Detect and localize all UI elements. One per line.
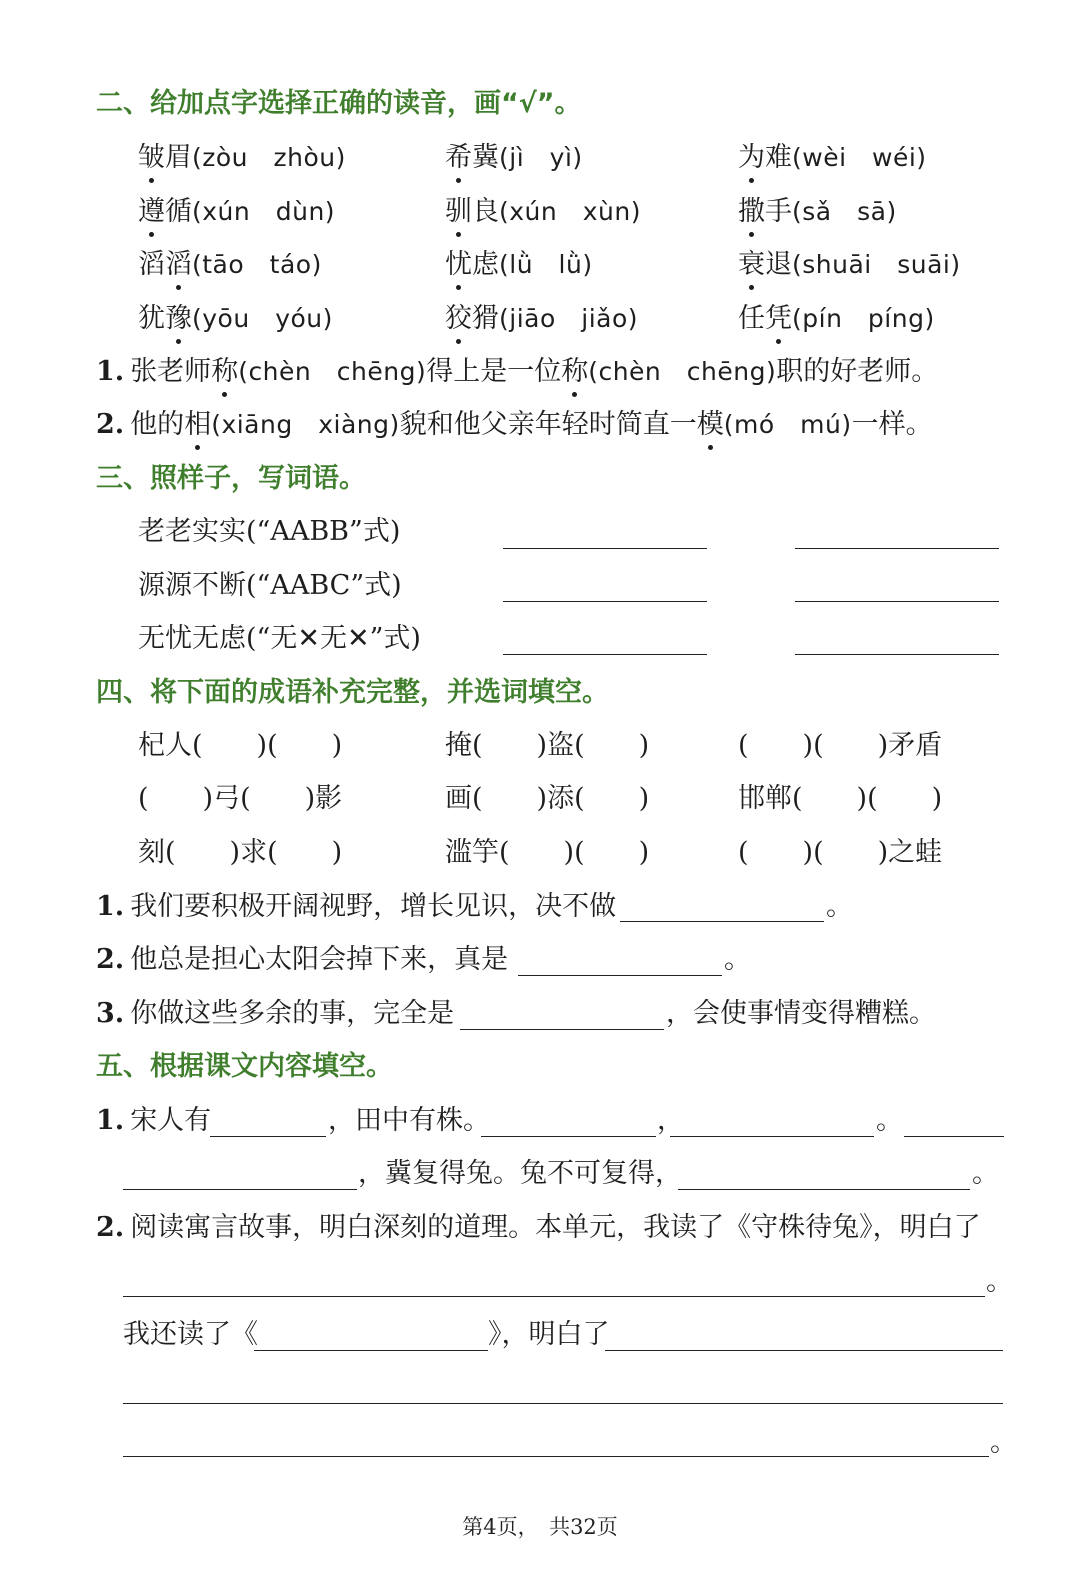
sentence-2: [96, 407, 933, 443]
page-number: 第4页， 共32页: [462, 1515, 618, 1539]
pronunciation-item: [138, 247, 322, 283]
idiom-item[interactable]: 杞人( )( ): [138, 730, 343, 761]
comma: ，: [657, 1105, 684, 1136]
pattern-example-1: 老老实实(“AABB”式): [138, 516, 401, 547]
pronunciation-item: [445, 194, 641, 230]
dotted-char: 称: [211, 354, 238, 390]
question-text: 我们要积极开阔视野，增长见识，决不做: [130, 891, 617, 922]
question-text: 他总是担心太阳会掉下来，真是: [130, 944, 509, 975]
answer-blank[interactable]: [254, 1350, 488, 1351]
idiom-item[interactable]: 画( )添( ): [445, 783, 650, 814]
word-char: 良: [472, 196, 499, 227]
dotted-char: 撒: [738, 194, 765, 230]
pinyin-options: (wèi wéi): [792, 143, 927, 172]
answer-blank[interactable]: [605, 1350, 1003, 1351]
question-number: 2.: [96, 944, 125, 975]
question-text: ，会使事情变得糟糕。: [666, 998, 936, 1029]
answer-blank[interactable]: [795, 548, 999, 549]
period: 。: [986, 1266, 1013, 1297]
pinyin-options: (jì yì): [499, 143, 583, 172]
question-text: ，冀复得兔。兔不可复得，: [358, 1158, 682, 1189]
sentence-text: 张老师: [130, 356, 212, 387]
word-char: 任: [738, 303, 765, 334]
idiom-item[interactable]: 邯郸( )( ): [738, 783, 943, 814]
question-text: 你做这些多余的事，完全是: [130, 998, 455, 1029]
dotted-char: 希: [445, 140, 472, 176]
pinyin-options: (xiāng xiàng): [211, 410, 400, 439]
word-char: 难: [765, 142, 792, 173]
idiom-item[interactable]: ( )( )矛盾: [738, 730, 943, 761]
fill-question-3: [96, 996, 454, 1032]
question-number: 1.: [96, 891, 125, 922]
dotted-char: 忧: [445, 247, 472, 283]
pronunciation-item: [445, 301, 638, 337]
question-number: 1.: [96, 1105, 125, 1136]
dotted-char: 凭: [765, 301, 792, 337]
pronunciation-item: [445, 247, 593, 283]
dotted-char: 为: [738, 140, 765, 176]
idiom-item[interactable]: 掩( )盗( ): [445, 730, 650, 761]
recite-question-2: [96, 1210, 981, 1246]
answer-blank[interactable]: [795, 654, 999, 655]
word-char: 循: [165, 196, 192, 227]
sentence-number: 1.: [96, 356, 125, 387]
sentence-1: [96, 354, 938, 390]
pinyin-options: (yōu yóu): [192, 304, 333, 333]
dotted-char: 相: [184, 407, 211, 443]
pinyin-options: (chèn chēng): [238, 357, 427, 386]
word-char: 虑: [472, 249, 499, 280]
pinyin-options: (pín píng): [792, 304, 935, 333]
answer-blank[interactable]: [503, 601, 707, 602]
recite-question-1: [96, 1103, 211, 1139]
period: 。: [972, 1158, 999, 1189]
answer-blank[interactable]: [210, 1136, 326, 1137]
word-char: 退: [765, 249, 792, 280]
dotted-char: 狡: [445, 301, 472, 337]
pronunciation-item: [138, 140, 346, 176]
pinyin-options: (sǎ sā): [792, 197, 897, 226]
section-4-title: 四、将下面的成语补充完整，并选词填空。: [96, 677, 609, 708]
period: 。: [876, 1105, 903, 1136]
answer-blank[interactable]: [670, 1136, 874, 1137]
answer-blank[interactable]: [795, 601, 999, 602]
fill-question-2: [96, 942, 508, 978]
sentence-number: 2.: [96, 409, 125, 440]
period: 。: [990, 1427, 1017, 1458]
pinyin-options: (zòu zhòu): [192, 143, 346, 172]
dotted-char: 模: [697, 407, 724, 443]
dotted-char: 遵: [138, 194, 165, 230]
pronunciation-item: [738, 194, 897, 230]
word-char: 猾: [472, 303, 499, 334]
answer-blank[interactable]: [503, 654, 707, 655]
question-text: ，田中有株。: [328, 1105, 490, 1136]
pronunciation-item: [738, 140, 927, 176]
idiom-item[interactable]: ( )( )之蛙: [738, 837, 943, 868]
word-char: 犹: [138, 303, 165, 334]
answer-blank[interactable]: [123, 1189, 357, 1190]
answer-blank[interactable]: [123, 1403, 1003, 1404]
pinyin-options: (xún dùn): [192, 197, 336, 226]
sentence-text: 职的好老师。: [776, 356, 939, 387]
question-text: 》，明白了: [488, 1319, 610, 1350]
pinyin-options: (lǜ lǜ): [499, 250, 593, 279]
question-text: 我还读了《: [123, 1319, 258, 1350]
pinyin-options: (mó mú): [723, 410, 852, 439]
section-2-title: 二、给加点字选择正确的读音，画“√”。: [96, 88, 582, 119]
pinyin-options: (jiāo jiǎo): [499, 304, 639, 333]
pronunciation-item: [445, 140, 583, 176]
fill-question-1: [96, 889, 616, 925]
idiom-item[interactable]: 刻( )求( ): [138, 837, 343, 868]
question-text: 宋人有: [130, 1105, 212, 1136]
pattern-example-2: 源源不断(“AABC”式): [138, 570, 402, 601]
pinyin-options: (tāo táo): [192, 250, 322, 279]
answer-blank[interactable]: [503, 548, 707, 549]
answer-blank[interactable]: [678, 1189, 970, 1190]
period: 。: [826, 891, 853, 922]
word-char: 冀: [472, 142, 499, 173]
answer-blank[interactable]: [904, 1136, 1004, 1137]
dotted-char: 皱: [138, 140, 165, 176]
question-number: 3.: [96, 998, 125, 1029]
answer-blank[interactable]: [123, 1296, 985, 1297]
word-char: 手: [765, 196, 792, 227]
word-char: 滔: [138, 249, 165, 280]
answer-blank[interactable]: [518, 975, 722, 976]
sentence-text: 得上是一位: [426, 356, 562, 387]
pronunciation-item: [738, 301, 935, 337]
sentence-text: 貌和他父亲年轻时简直一: [399, 409, 697, 440]
pattern-example-3: 无忧无虑(“无✕无✕”式): [138, 623, 421, 654]
dotted-char: 驯: [445, 194, 472, 230]
dotted-char: 衰: [738, 247, 765, 283]
idiom-item[interactable]: ( )弓( )影: [138, 783, 343, 814]
dotted-char: 滔: [165, 247, 192, 283]
sentence-text: 一样。: [851, 409, 933, 440]
answer-blank[interactable]: [460, 1029, 664, 1030]
pronunciation-item: [738, 247, 961, 283]
question-number: 2.: [96, 1212, 125, 1243]
pronunciation-item: [138, 194, 335, 230]
answer-blank[interactable]: [123, 1456, 989, 1457]
dotted-char: 豫: [165, 301, 192, 337]
pinyin-options: (chèn chēng): [588, 357, 777, 386]
section-3-title: 三、照样子，写词语。: [96, 463, 366, 494]
pronunciation-item: [138, 301, 333, 337]
question-text: 阅读寓言故事，明白深刻的道理。本单元，我读了《守株待兔》，明白了: [130, 1212, 981, 1243]
dotted-char: 称: [561, 354, 588, 390]
pinyin-options: (shuāi suāi): [792, 250, 961, 279]
period: 。: [724, 944, 751, 975]
sentence-text: 他的: [130, 409, 185, 440]
section-5-title: 五、根据课文内容填空。: [96, 1051, 393, 1082]
pinyin-options: (xún xùn): [499, 197, 641, 226]
idiom-item[interactable]: 滥竽( )( ): [445, 837, 650, 868]
word-char: 眉: [165, 142, 192, 173]
answer-blank[interactable]: [620, 921, 824, 922]
answer-blank[interactable]: [481, 1136, 656, 1137]
